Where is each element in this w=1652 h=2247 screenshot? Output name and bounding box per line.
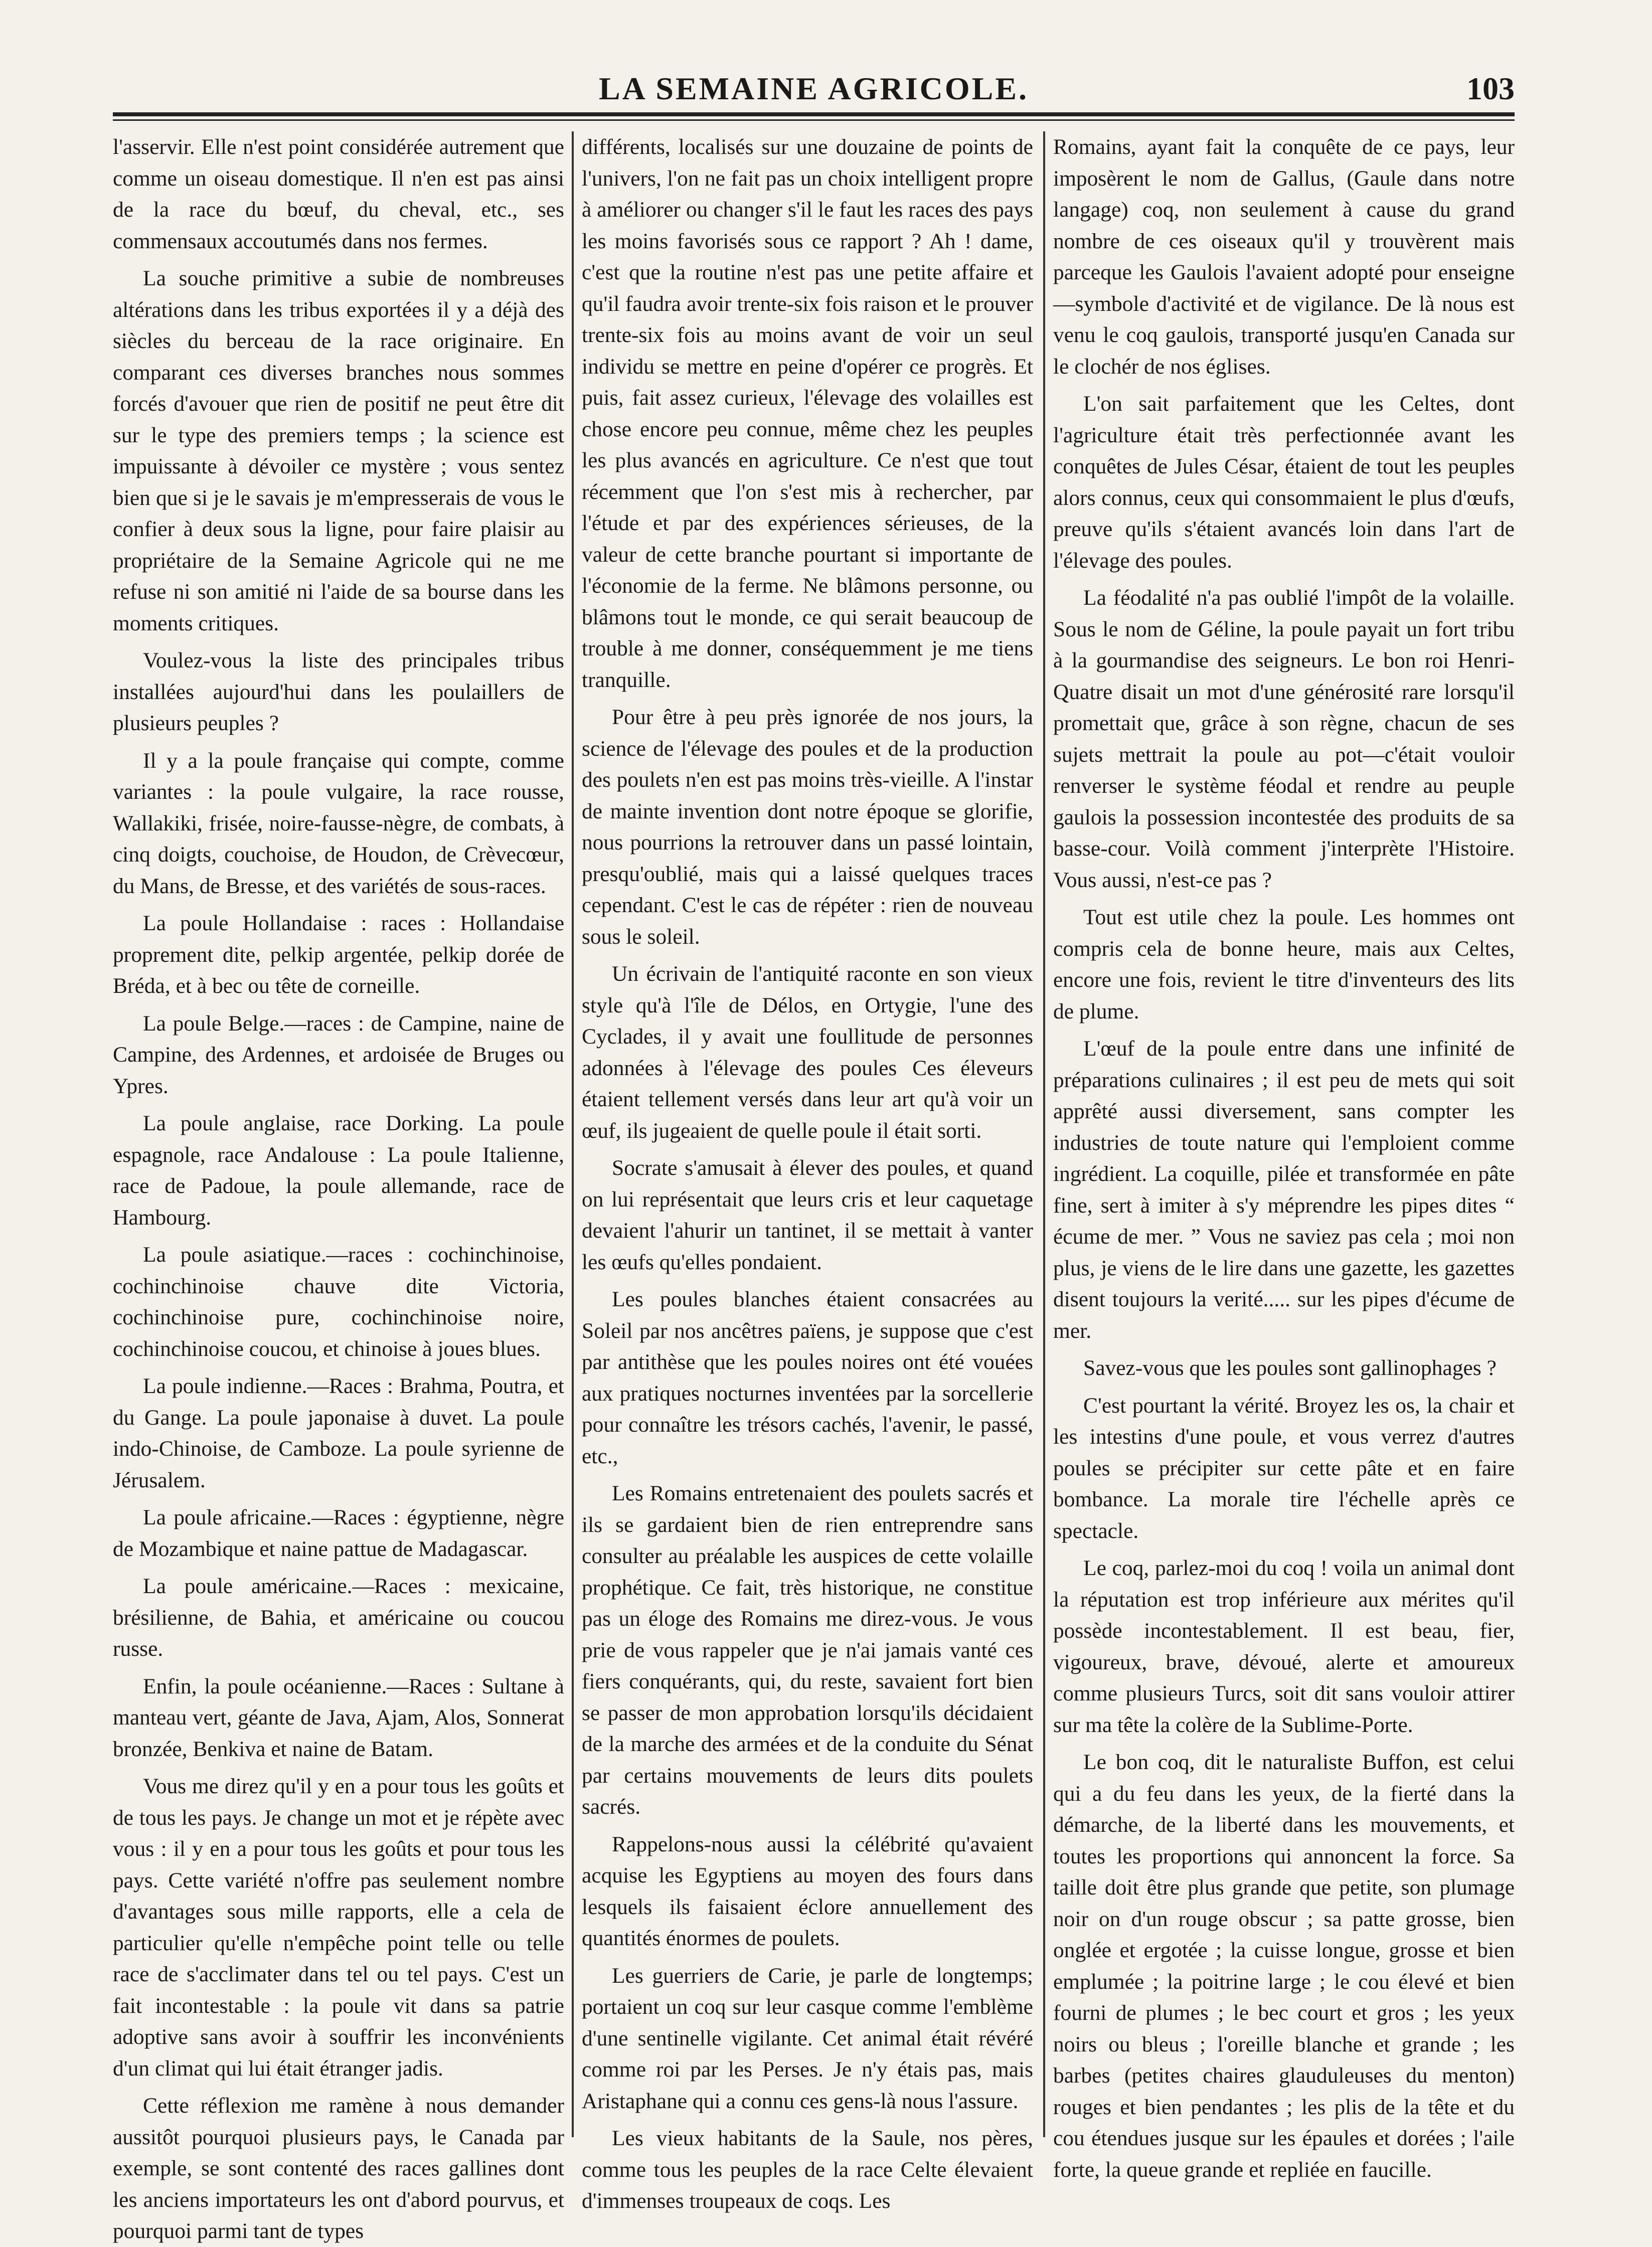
paragraph: Tout est utile chez la poule. Les hommes ont compris cela de bonne heure, mais aux Celtes, encore une fois, revient le titre d'inventeurs des lits de plume.: [1053, 905, 1515, 1023]
column-divider: [572, 131, 574, 2137]
paragraph: Le coq, parlez-moi du coq ! voila un animal dont la réputation est trop inférieure aux mérites qu'il possède incontestablement. Il est beau, fier, vigoureux, brave, dévoué, alerte et amoureux comme plusieurs Turcs, soit dit sans vouloir attirer sur ma tête la colère de la Sublime-Porte.: [1053, 1556, 1515, 1737]
paragraph: Enfin, la poule océanienne.—Races : Sultane à manteau vert, géante de Java, Ajam, Alos, Sonnerat bronzée, Benkiva et naine de Batam.: [113, 1674, 564, 1761]
paragraph: La poule américaine.—Races : mexicaine, brésilienne, de Bahia, et américaine ou coucou russe.: [113, 1574, 564, 1661]
paragraph: Romains, ayant fait la conquête de ce pays, leur imposèrent le nom de Gallus, (Gaule dans notre langage) coq, non seulement à cause du grand nombre de ces oiseaux qu'il y trouvèrent mais parceque les Gaulois l'avaient adopté pour enseigne—symbole d'activité et de vigilance. De là nous est venu le coq gaulois, transporté jusqu'en Canada sur le clochér de nos églises.: [1053, 135, 1515, 379]
paragraph: Voulez-vous la liste des principales tribus installées aujourd'hui dans les poulaillers de plusieurs peuples ?: [113, 648, 564, 735]
paragraph: Les poules blanches étaient consacrées au Soleil par nos ancêtres païens, je suppose que c'est par antithèse que les poules noires ont été vouées aux pratiques nocturnes inventées par la sorcellerie pour connaître les trésors cachés, l'avenir, le passé, etc.,: [582, 1287, 1033, 1468]
page-header: [113, 70, 1515, 110]
paragraph: La poule anglaise, race Dorking. La poule espagnole, race Andalouse : La poule Italienne, race de Padoue, la poule allemande, race de Hambourg.: [113, 1111, 564, 1230]
page-number: 103: [1466, 71, 1515, 106]
column-3: [1053, 131, 1515, 2182]
paragraph: La poule asiatique.—races : cochinchinoise, cochinchinoise chauve dite Victoria, cochinchinoise pure, cochinchinoise noire, cochinchinoise coucou, et chinoise à joues blues.: [113, 1243, 564, 1361]
paragraph: Le bon coq, dit le naturaliste Buffon, est celui qui a du feu dans les yeux, de la fierté dans la démarche, de la liberté dans les mouvements, et toutes les proportions qui annoncent la force. Sa taille doit être plus grande que petite, son plumage noir on d'un rouge obscur ; sa patte grosse, bien onglée et ergotée ; la cuisse longue, grosse et bien emplumée ; la poitrine large ; le cou élevé et bien fourni de plumes ; le bec court et gros ; les yeux noirs ou bleus ; l'oreille blanche et grande ; les barbes (petites chaires glauduleuses du menton) rouges et bien pendantes ; les plis de la tête et du cou étendues jusque sur les épaules et dorées ; l'aile forte, la queue grande et repliée en faucille.: [1053, 1750, 1515, 2182]
paragraph: Savez-vous que les poules sont gallinophages ?: [1083, 1356, 1497, 1380]
paragraph: Un écrivain de l'antiquité raconte en son vieux style qu'à l'île de Délos, en Ortygie, l'une des Cyclades, il y avait une foullitude de personnes adonnées à l'élevage des poules Ces éleveurs étaient tellement versés dans leur art qu'à voir un œuf, ils jugeaient de quelle poule il était sorti.: [582, 962, 1033, 1143]
paragraph: C'est pourtant la vérité. Broyez les os, la chair et les intestins d'une poule, et vous verrez d'autres poules se précipiter sur cette pâte et en faire bombance. La morale tire l'échelle après ce spectacle.: [1053, 1393, 1515, 1543]
column-divider: [1043, 131, 1045, 2137]
paragraph: l'asservir. Elle n'est point considérée autrement que comme un oiseau domestique. Il n'en est pas ainsi de la race du bœuf, du cheval, etc., ses commensaux accoutumés dans nos fermes.: [113, 135, 564, 253]
paragraph: La poule africaine.—Races : égyptienne, nègre de Mozambique et naine pattue de Madagascar.: [113, 1505, 564, 1561]
paragraph: La féodalité n'a pas oublié l'impôt de la volaille. Sous le nom de Géline, la poule payait un fort tribu à la gourmandise des seigneurs. Le bon roi Henri-Quatre disait un mot d'une générosité rare lorsqu'il promettait que, grâce à son règne, chacun de ses sujets mettrait la poule au pot—c'était vouloir renverser le système féodal et rendre au peuple gaulois la possession incontestée des produits de sa basse-cour. Voilà comment j'interprète l'Histoire. Vous aussi, n'est-ce pas ?: [1053, 586, 1515, 892]
paragraph: Vous me direz qu'il y en a pour tous les goûts et de tous les pays. Je change un mot et je répète avec vous : il y en a pour tous les goûts et pour tous les pays. Cette variété n'offre pas seulement nombre d'avantages sous mille rapports, elle a cela de particulier qu'elle n'empêche point telle ou telle race de s'acclimater dans tel ou tel pays. C'est un fait incontestable : la poule vit dans sa patrie adoptive sans avoir à souffrir les inconvénients d'un climat qui lui était étranger jadis.: [113, 1774, 564, 2081]
paragraph: Les guerriers de Carie, je parle de longtemps; portaient un coq sur leur casque comme l'emblème d'une sentinelle vigilante. Cet animal était révéré comme roi par les Perses. Je n'y étais pas, mais Aristaphane qui a connu ces gens-là nous l'assure.: [582, 1963, 1033, 2113]
paragraph: Socrate s'amusait à élever des poules, et quand on lui représentait que leurs cris et leur caquetage devaient l'ahurir un tantinet, il se mettait à vanter les œufs qu'elles pondaient.: [582, 1156, 1033, 1274]
header-rule-thin: [113, 119, 1515, 121]
paragraph: La poule Belge.—races : de Campine, naine de Campine, des Ardennes, et ardoisée de Bruges ou Ypres.: [113, 1011, 564, 1098]
paragraph: Les vieux habitants de la Saule, nos pères, comme tous les peuples de la race Celte élevaient d'immenses troupeaux de coqs. Les: [582, 2126, 1033, 2213]
paragraph: La souche primitive a subie de nombreuses altérations dans les tribus exportées il y a déjà des siècles du berceau de la race originaire. En comparant ces diverses branches nous sommes forcés d'avouer que rien de positif ne peut être dit sur le type des premiers temps ; la science est impuissante à dévoiler ce mystère ; vous sentez bien que si je le savais je m'empresserais de vous le confier à deux sous la ligne, pour faire plaisir au propriétaire de la Semaine Agricole qui ne me refuse ni son amitié ni l'aide de sa bourse dans les moments critiques.: [113, 266, 564, 635]
paragraph: différents, localisés sur une douzaine de points de l'univers, l'on ne fait pas un choix intelligent propre à améliorer ou changer s'il le faut les races des pays les moins favorisés sous ce rapport ? Ah ! dame, c'est que la routine n'est pas une petite affaire et qu'il faudra avoir trente-six fois raison et le prouver trente-six fois au moins avant de voir un seul individu se mettre en peine d'opérer ce progrès. Et puis, fait assez curieux, l'élevage des volailles est chose encore peu connue, même chez les peuples les plus avancés en agriculture. Ce n'est que tout récemment que l'on s'est mis à rechercher, par l'étude et par des expériences sérieuses, de la valeur de cette branche pourtant si importante de l'économie de la ferme. Ne blâmons personne, ou blâmons tout le monde, ce qui serait beaucoup de trouble à me donner, conséquemment je me tiens tranquille.: [582, 135, 1033, 692]
paragraph: L'on sait parfaitement que les Celtes, dont l'agriculture était très perfectionnée avant les conquêtes de Jules César, étaient de tout les peuples alors connus, ceux qui consommaient le plus d'œufs, preuve qu'ils s'étaient avancés loin dans l'art de l'élevage des poules.: [1053, 392, 1515, 573]
paragraph: Il y a la poule française qui compte, comme variantes : la poule vulgaire, la race rousse, Wallakiki, frisée, noire-fausse-nègre, de combats, à cinq doigts, couchoise, de Houdon, de Crèvecœur, du Mans, de Bresse, et des variétés de sous-races.: [113, 748, 564, 898]
paragraph: Cette réflexion me ramène à nous demander aussitôt pourquoi plusieurs pays, le Canada par exemple, se sont contenté des races gallines dont les anciens importateurs les ont d'abord pourvus, et pourquoi parmi tant de types: [113, 2094, 564, 2243]
column-1: [113, 131, 564, 2243]
paragraph: La poule indienne.—Races : Brahma, Poutra, et du Gange. La poule japonaise à duvet. La poule indo-Chinoise, de Camboze. La poule syrienne de Jérusalem.: [113, 1374, 564, 1492]
column-2: [582, 131, 1033, 2213]
paragraph: Les Romains entretenaient des poulets sacrés et ils se gardaient bien de rien entreprendre sans consulter au préalable les auspices de cette volaille prophétique. Ce fait, très historique, ne constitue pas un éloge des Romains me direz-vous. Je vous prie de vous rappeler que je n'ai jamais vanté ces fiers conquérants, qui, du reste, savaient fort bien se passer de mon approbation lorsqu'ils décidaient de la marche des armées et de la conduite du Sénat par certains mouvements de leurs dits poulets sacrés.: [582, 1481, 1033, 1819]
paragraph: L'œuf de la poule entre dans une infinité de préparations culinaires ; il est peu de mets qui soit apprêté aussi diversement, sans compter les industries de toute nature qui l'emploient comme ingrédient. La coquille, pilée et transformée en pâte fine, sert à imiter à s'y méprendre les pipes dites “ écume de mer. ” Vous ne saviez pas cela ; moi non plus, je viens de le lire dans une gazette, les gazettes disent toujours la verité..... sur les pipes d'écume de mer.: [1053, 1036, 1515, 1343]
paragraph: Rappelons-nous aussi la célébrité qu'avaient acquise les Egyptiens au moyen des fours dans lesquels ils faisaient éclore annuellement des quantités énormes de poulets.: [582, 1832, 1033, 1950]
header-rule-thick: [113, 112, 1515, 116]
paragraph: Pour être à peu près ignorée de nos jours, la science de l'élevage des poules et de la production des poulets n'en est pas moins très-vieille. A l'instar de mainte invention dont notre époque se glorifie, nous pourrions la retrouver dans un passé lointain, presqu'oublié, mais qui a laissé quelques traces cependant. C'est le cas de répéter : rien de nouveau sous le soleil.: [582, 705, 1033, 949]
journal-title: LA SEMAINE AGRICOLE.: [598, 71, 1029, 106]
paragraph: La poule Hollandaise : races : Hollandaise proprement dite, pelkip argentée, pelkip dorée de Bréda, et à bec ou tête de corneille.: [113, 911, 564, 998]
